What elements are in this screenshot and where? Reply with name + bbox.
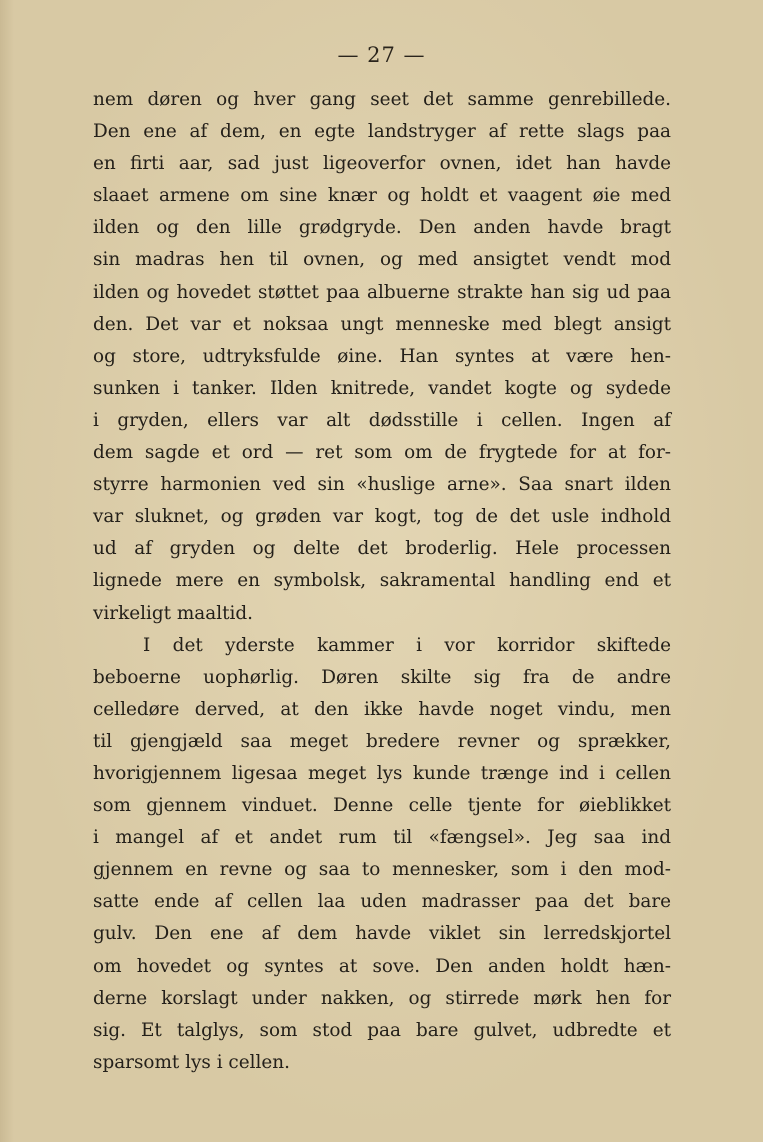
text-line: ud af gryden og delte det broderlig. Hele processen (93, 538, 671, 560)
text-line: Den ene af dem, en egte landstryger af rette slags paa (93, 121, 671, 143)
text-line: og store, udtryksfulde øine. Han syntes at være hen- (93, 345, 671, 367)
text-line: nem døren og hver gang seet det samme genrebillede. (93, 89, 671, 110)
body-text (93, 84, 671, 1079)
text-line: gulv. Den ene af dem havde viklet sin lerredskjortel (93, 923, 671, 945)
text-line: om hovedet og syntes at sove. Den anden holdt hæn- (93, 955, 671, 977)
paragraph-end-line: virkeligt maaltid. (93, 602, 254, 624)
text-line: i gryden, ellers var alt dødsstille i cellen. Ingen af (93, 409, 671, 431)
text-line: lignede mere en symbolsk, sakramental handling end et (93, 570, 671, 592)
text-line: til gjengjæld saa meget bredere revner og sprækker, (93, 730, 671, 752)
text-line: en firti aar, sad just ligeoverfor ovnen, idet han havde (93, 153, 671, 175)
page-number: — 27 — (337, 43, 426, 67)
text-line: celledøre derved, at den ikke havde noget vindu, men (93, 698, 671, 720)
paragraph-start-line: I det yderste kammer i vor korridor skiftede (143, 634, 671, 656)
text-line: beboerne uophørlig. Døren skilte sig fra de andre (93, 666, 671, 688)
text-line: derne korslagt under nakken, og stirrede mørk hen for (93, 987, 671, 1009)
text-line: sin madras hen til ovnen, og med ansigtet vendt mod (93, 249, 671, 271)
text-line: sig. Et talglys, som stod paa bare gulvet, udbredte et (93, 1019, 671, 1041)
text-line: den. Det var et noksaa ungt menneske med blegt ansigt (93, 313, 671, 335)
text-line: gjennem en revne og saa to mennesker, som i den mod- (93, 859, 671, 881)
paragraph-end-line: sparsomt lys i cellen. (93, 1051, 290, 1073)
text-line: ilden og hovedet støttet paa albuerne strakte han sig ud paa (93, 281, 671, 303)
text-line: slaaet armene om sine knær og holdt et vaagent øie med (93, 185, 671, 207)
text-line: styrre harmonien ved sin «huslige arne». Saa snart ilden (93, 474, 671, 496)
text-line: var sluknet, og grøden var kogt, tog de det usle indhold (93, 506, 671, 528)
text-line: satte ende af cellen laa uden madrasser paa det bare (93, 891, 671, 913)
text-line: sunken i tanker. Ilden knitrede, vandet kogte og sydede (93, 377, 671, 399)
text-line: ilden og den lille grødgryde. Den anden havde bragt (93, 217, 671, 239)
text-line: hvorigjennem ligesaa meget lys kunde trænge ind i cellen (93, 762, 671, 784)
text-line: dem sagde et ord — ret som om de frygtede for at for- (93, 442, 671, 464)
text-line: som gjennem vinduet. Denne celle tjente for øieblikket (93, 795, 671, 817)
text-line: i mangel af et andet rum til «fængsel». Jeg saa ind (93, 827, 671, 849)
